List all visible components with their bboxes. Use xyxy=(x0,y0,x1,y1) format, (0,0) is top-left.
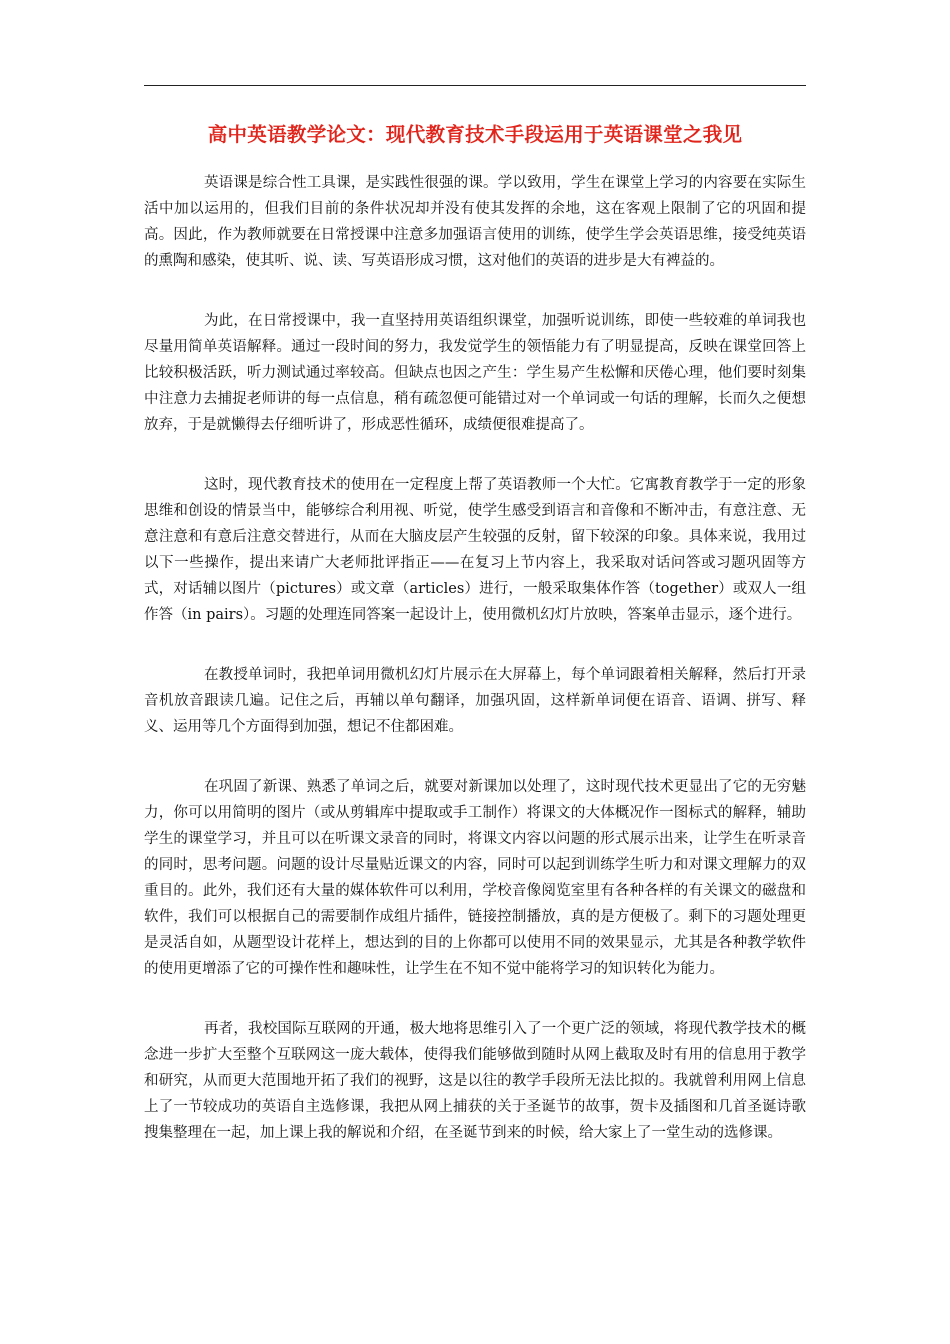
header-rule xyxy=(144,85,806,86)
paragraph-3: 这时，现代教育技术的使用在一定程度上帮了英语教师一个大忙。它寓教育教学于一定的形象思维和创设的情景当中，能够综合利用视、听觉，使学生感受到语言和音像和不断冲击，有意注意、无意注意和有意后注意交替进行，从而在大脑皮层产生较强的反射，留下较深的印象。具体来说，我用过以下一些操作，提出来请广大老师批评指正——在复习上节内容上，我采取对话问答或习题巩固等方式，对话辅以图片（pictures）或文章（articles）进行，一般采取集体作答（together）或双人一组作答（in pairs）。习题的处理连同答案一起设计上，使用微机幻灯片放映，答案单击显示，逐个进行。 xyxy=(144,477,806,623)
document-body xyxy=(144,170,806,1180)
paragraph-1: 英语课是综合性工具课，是实践性很强的课。学以致用，学生在课堂上学习的内容要在实际生活中加以运用的，但我们目前的条件状况却并没有使其发挥的余地，这在客观上限制了它的巩固和提高。因此，作为教师就要在日常授课中注意多加强语言使用的训练，使学生学会英语思维，接受纯英语的熏陶和感染，使其听、说、读、写英语形成习惯，这对他们的英语的进步是大有裨益的。 xyxy=(144,175,806,269)
paragraph-5: 在巩固了新课、熟悉了单词之后，就要对新课加以处理了，这时现代技术更显出了它的无穷魅力，你可以用简明的图片（或从剪辑库中提取或手工制作）将课文的大体概况作一图标式的解释，辅助学生的课堂学习，并且可以在听课文录音的同时，将课文内容以问题的形式展示出来，让学生在听录音的同时，思考问题。问题的设计尽量贴近课文的内容，同时可以起到训练学生听力和对课文理解力的双重目的。此外，我们还有大量的媒体软件可以利用，学校音像阅览室里有各种各样的有关课文的磁盘和软件，我们可以根据自己的需要制作成组片插件，链接控制播放，真的是方便极了。剩下的习题处理更是灵活自如，从题型设计花样上，想达到的目的上你都可以使用不同的效果显示，尤其是各种教学软件的使用更增添了它的可操作性和趣味性，让学生在不知不觉中能将学习的知识转化为能力。 xyxy=(144,779,806,977)
page-title: 高中英语教学论文：现代教育技术手段运用于英语课堂之我见 xyxy=(207,123,743,146)
paragraph-6: 再者，我校国际互联网的开通，极大地将思维引入了一个更广泛的领域，将现代教学技术的概念进一步扩大至整个互联网这一庞大载体，使得我们能够做到随时从网上截取及时有用的信息用于教学和研究，从而更大范围地开拓了我们的视野，这是以往的教学手段所无法比拟的。我就曾利用网上信息上了一节较成功的英语自主选修课，我把从网上捕获的关于圣诞节的故事，贺卡及插图和几首圣诞诗歌搜集整理在一起，加上课上我的解说和介绍，在圣诞节到来的时候，给大家上了一堂生动的选修课。 xyxy=(144,1021,806,1141)
paragraph-4: 在教授单词时，我把单词用微机幻灯片展示在大屏幕上，每个单词跟着相关解释，然后打开录音机放音跟读几遍。记住之后，再辅以单句翻译，加强巩固，这样新单词便在语音、语调、拼写、释义、运用等几个方面得到加强，想记不住都困难。 xyxy=(144,667,806,735)
paragraph-2: 为此，在日常授课中，我一直坚持用英语组织课堂，加强听说训练，即使一些较难的单词我也尽量用简单英语解释。通过一段时间的努力，我发觉学生的领悟能力有了明显提高，反映在课堂回答上比较积极活跃，听力测试通过率较高。但缺点也因之产生：学生易产生松懈和厌倦心理，他们要时刻集中注意力去捕捉老师讲的每一点信息，稍有疏忽便可能错过对一个单词或一句话的理解，长而久之便想放弃，于是就懒得去仔细听讲了，形成恶性循环，成绩便很难提高了。 xyxy=(144,313,806,433)
